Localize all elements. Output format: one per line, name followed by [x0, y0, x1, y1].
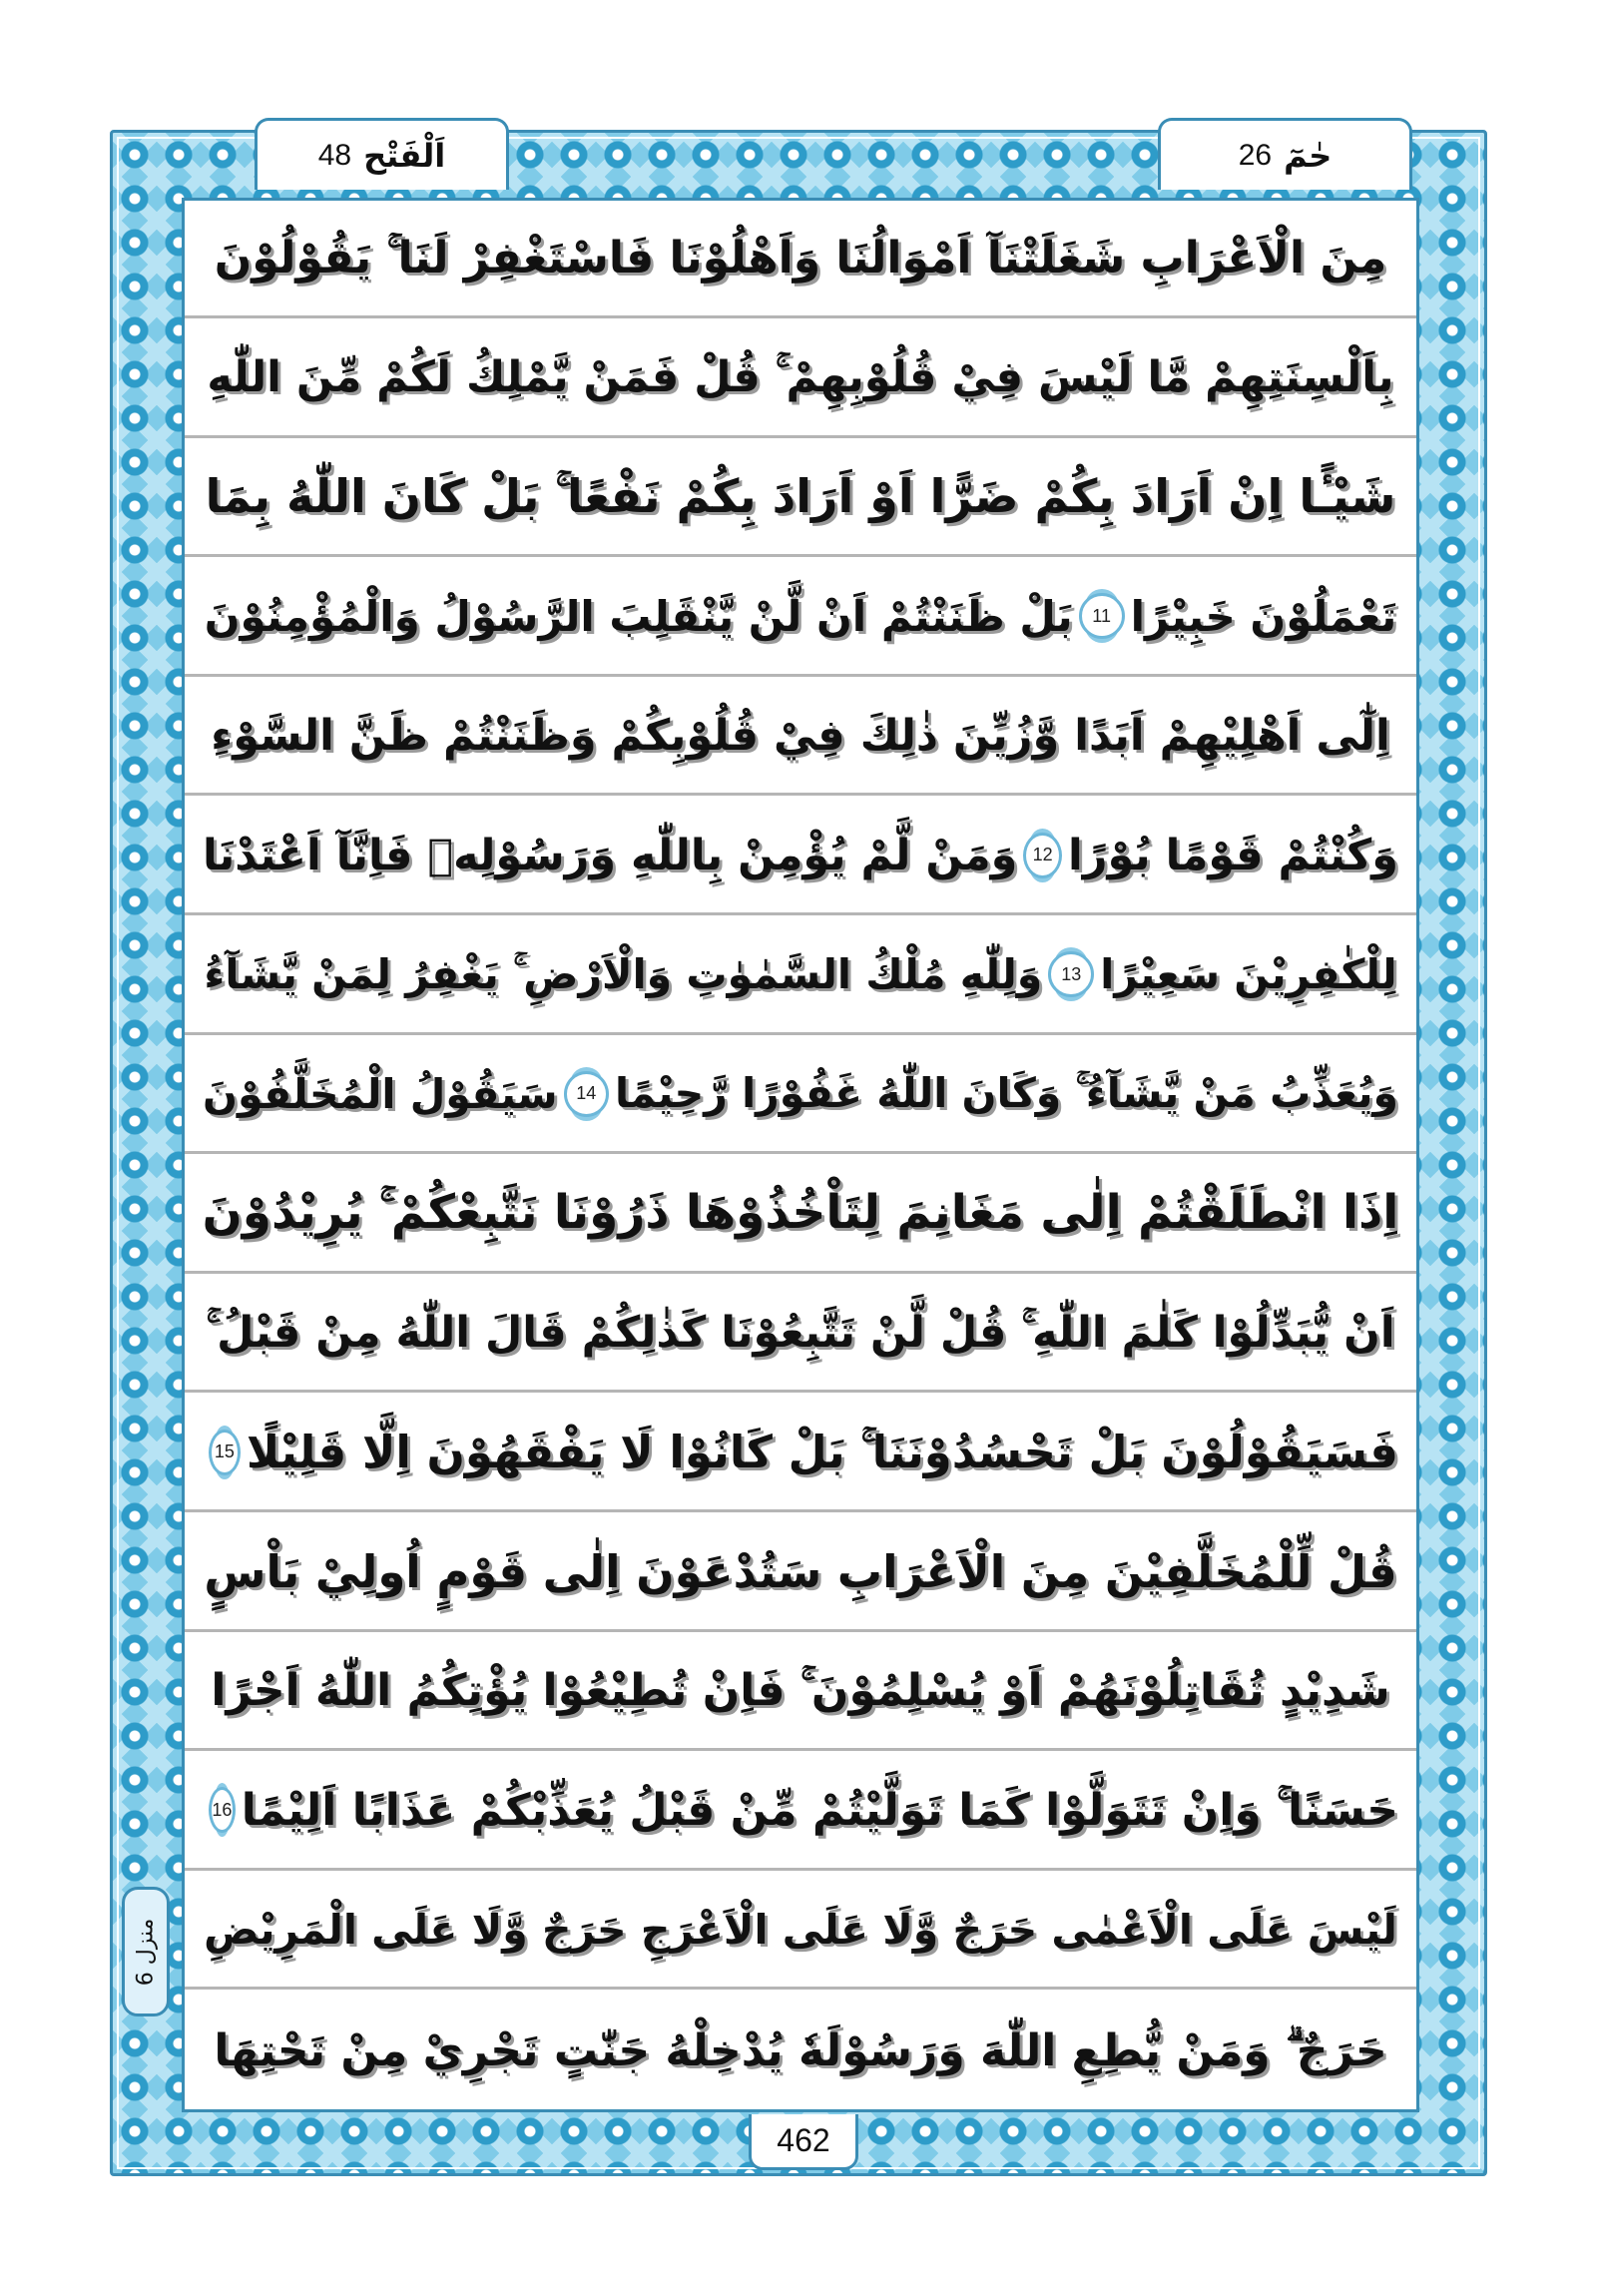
- page-number-tab: [749, 2114, 858, 2170]
- verse-text: وَلِلّٰهِ مُلْكُ السَّمٰوٰتِ وَالْاَرْضِ ۚ يَغْفِرُ لِمَنْ يَّشَآءُ: [204, 949, 1043, 998]
- ayah-number-marker: 14: [564, 1071, 609, 1117]
- verse-line: [185, 1514, 1416, 1632]
- verse-line: [185, 1872, 1416, 1990]
- verse-line: [185, 1395, 1416, 1512]
- verse-text: لَيْسَ عَلَى الْاَعْمٰى حَرَجٌ وَّلَا عَلَى الْاَعْرَجِ حَرَجٌ وَّلَا عَلَى الْمَرِيْضِ: [204, 1905, 1397, 1954]
- verse-text: مِنَ الْاَعْرَابِ شَغَلَتْنَآ اَمْوَالُنَا وَاَهْلُوْنَا فَاسْتَغْفِرْ لَنَا ۚ يَقُوْلُوْنَ: [214, 233, 1387, 284]
- juz-name: حٰمٓ: [1284, 136, 1332, 175]
- verse-text: شَيْـًٔا اِنْ اَرَادَ بِكُمْ ضَرًّا اَوْ اَرَادَ بِكُمْ نَفْعًا ۚ بَلْ كَانَ اللّٰهُ بِمَا: [205, 468, 1396, 523]
- verse-text: قُلْ لِّلْمُخَلَّفِيْنَ مِنَ الْاَعْرَابِ سَتُدْعَوْنَ اِلٰى قَوْمٍ اُولِيْ بَاْسٍ: [204, 1544, 1397, 1598]
- verse-text: بَلْ ظَنَنْتُمْ اَنْ لَّنْ يَّنْقَلِبَ الرَّسُوْلُ وَالْمُؤْمِنُوْنَ: [204, 591, 1073, 641]
- verse-line: [185, 320, 1416, 438]
- verse-text: حَسَنًا ۚ وَاِنْ تَتَوَلَّوْا كَمَا تَوَلَّيْتُمْ مِّنْ قَبْلُ يُعَذِّبْكُمْ عَذَابًا اَلِيْمًا: [241, 1784, 1398, 1836]
- manzil-label: [122, 1887, 170, 2016]
- manzil-text: منزل 6: [133, 1918, 159, 1986]
- verse-line: [185, 1633, 1416, 1751]
- verse-line: [185, 559, 1416, 677]
- juz-number: 26: [1238, 138, 1273, 172]
- verse-line: [185, 201, 1416, 318]
- verse-line: [185, 1036, 1416, 1154]
- verse-line: [185, 798, 1416, 915]
- juz-header: [1158, 118, 1412, 190]
- verse-text: سَيَقُوْلُ الْمُخَلَّفُوْنَ: [203, 1069, 558, 1118]
- page-number: 462: [777, 2122, 830, 2158]
- verse-text: وَيُعَذِّبُ مَنْ يَّشَآءُ ۚ وَكَانَ اللّٰهُ غَفُوْرًا رَّحِيْمًا: [615, 1069, 1398, 1118]
- verse-line: [185, 439, 1416, 557]
- verse-text: اِلٰٓى اَهْلِيْهِمْ اَبَدًا وَّزُيِّنَ ذٰلِكَ فِيْ قُلُوْبِكُمْ وَظَنَنْتُمْ ظَنَّ السَّوْءِ: [211, 710, 1390, 761]
- verse-line: [185, 1275, 1416, 1393]
- ayah-number-marker: 13: [1048, 951, 1094, 997]
- verse-line: [185, 678, 1416, 796]
- verse-text: بِاَلْسِنَتِهِمْ مَّا لَيْسَ فِيْ قُلُوْبِهِمْ ۚ قُلْ فَمَنْ يَّمْلِكُ لَكُمْ مِّنَ اللّٰهِ: [207, 352, 1394, 403]
- ayah-number-marker: 15: [209, 1430, 241, 1475]
- verse-text: اِذَا انْطَلَقْتُمْ اِلٰى مَغَانِمَ لِتَاْخُذُوْهَا ذَرُوْنَا نَتَّبِعْكُمْ ۚ يُرِيْدُوْنَ: [202, 1185, 1399, 1241]
- verse-text: وَكُنْتُمْ قَوْمًا بُوْرًا: [1068, 830, 1398, 880]
- surah-header: [255, 118, 509, 190]
- verse-text: تَعْمَلُوْنَ خَبِيْرًا: [1130, 591, 1397, 641]
- verse-text: فَسَيَقُوْلُوْنَ بَلْ تَحْسُدُوْنَنَا ۚ بَلْ كَانُوْا لَا يَفْقَهُوْنَ اِلَّا قَلِيْلًا: [246, 1425, 1398, 1478]
- verse-text: حَرَجٌ ۗ وَمَنْ يُّطِعِ اللّٰهَ وَرَسُوْلَهٗ يُدْخِلْهُ جَنّٰتٍ تَجْرِيْ مِنْ تَحْتِهَا: [214, 2024, 1387, 2076]
- verse-text: اَنْ يُّبَدِّلُوْا كَلٰمَ اللّٰهِ ۚ قُلْ لَّنْ تَتَّبِعُوْنَا كَذٰلِكُمْ قَالَ اللّٰهُ مِنْ قَبْلُ ۚ: [206, 1307, 1395, 1358]
- ayah-number-marker: 12: [1023, 833, 1062, 878]
- verse-text: وَمَنْ لَّمْ يُؤْمِنْ بِاللّٰهِ وَرَسُوْلِهٖ فَاِنَّآ اَعْتَدْنَا: [203, 830, 1018, 880]
- verse-text: لِلْكٰفِرِيْنَ سَعِيْرًا: [1100, 950, 1397, 999]
- ayah-number-marker: 16: [209, 1787, 236, 1833]
- surah-name: اَلْفَتْح: [363, 136, 446, 175]
- verse-text: شَدِيْدٍ تُقَاتِلُوْنَهُمْ اَوْ يُسْلِمُوْنَ ۚ فَاِنْ تُطِيْعُوْا يُؤْتِكُمُ اللّٰهُ اَجْرًا: [211, 1665, 1390, 1717]
- ayah-number-marker: 11: [1079, 593, 1125, 639]
- surah-number: 48: [317, 138, 352, 172]
- verse-line: [185, 1753, 1416, 1871]
- verse-line: [185, 1156, 1416, 1274]
- verse-line: [185, 917, 1416, 1035]
- quran-text-panel: [182, 198, 1419, 2112]
- verse-line: [185, 1992, 1416, 2109]
